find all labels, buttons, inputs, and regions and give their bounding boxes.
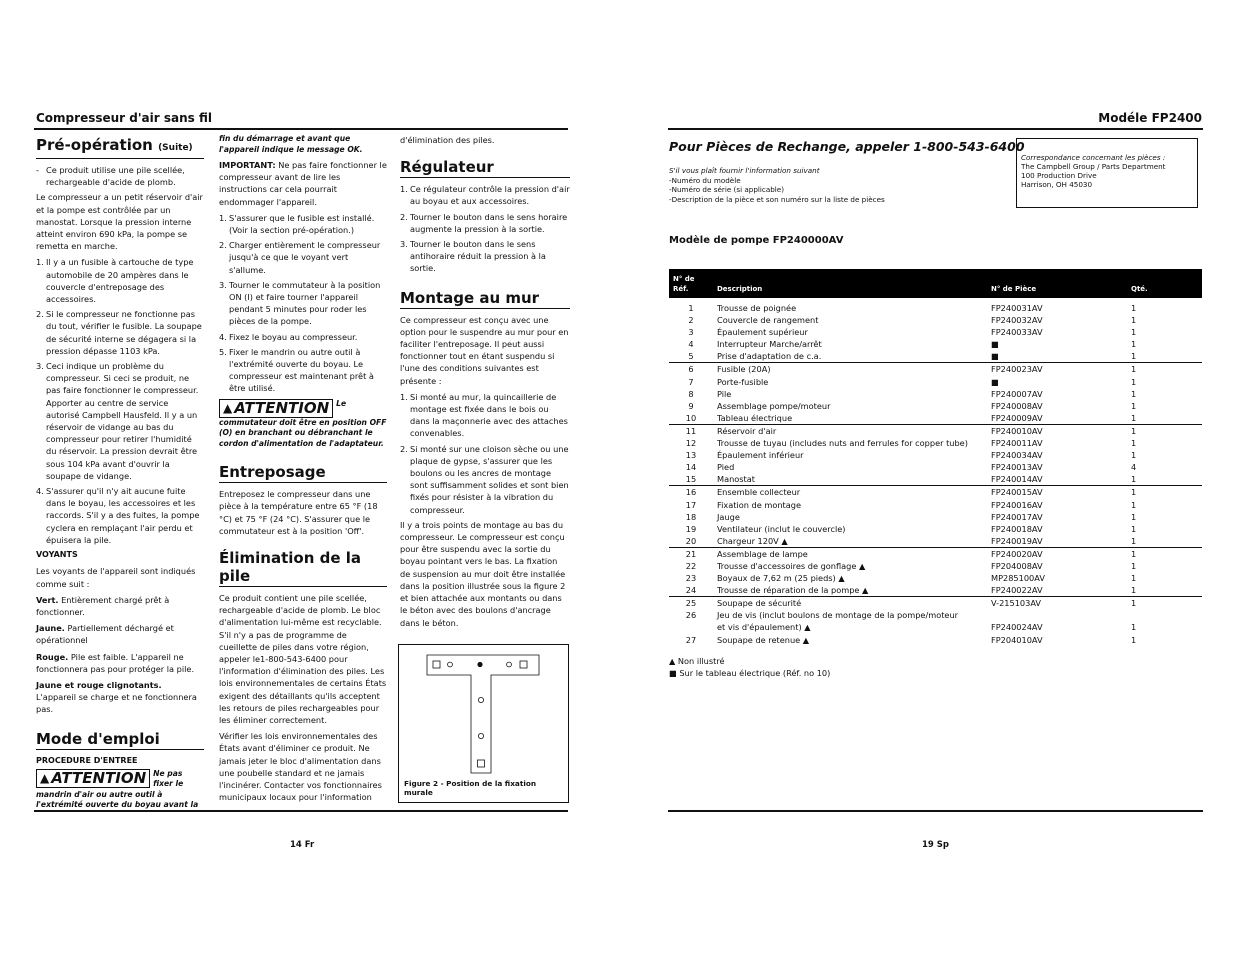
cell-quantity: 1 bbox=[1131, 487, 1137, 498]
table-row bbox=[669, 363, 1202, 376]
table-row bbox=[669, 547, 1202, 560]
table-row bbox=[669, 634, 1202, 646]
cell-description: Pied bbox=[717, 462, 735, 473]
attention-text: Ne pas fixer le mandrin d'air ou autre outil à l'extrémité ouverte du boyau avant la bbox=[36, 768, 199, 810]
voyants-intro: Les voyants de l'appareil sont indiqués comme suit : bbox=[36, 566, 196, 589]
cell-part-number: FP240010AV bbox=[991, 425, 1043, 436]
cell-quantity: 1 bbox=[1131, 339, 1137, 350]
list-item bbox=[36, 485, 204, 546]
table-row bbox=[669, 412, 1202, 425]
cell-part-number: FP240024AV bbox=[991, 622, 1043, 633]
attention-block-1 bbox=[36, 769, 204, 811]
voyant-meaning: Entièrement chargé prêt à fonctionner. bbox=[36, 594, 170, 617]
table-row bbox=[669, 437, 1202, 449]
table-row bbox=[669, 523, 1202, 535]
cell-ref: 17 bbox=[685, 499, 697, 510]
legend-item: ▲ Non illustré bbox=[669, 656, 725, 666]
cell-quantity: 1 bbox=[1127, 535, 1202, 548]
list-item-number: 2. bbox=[400, 443, 408, 454]
list-item bbox=[400, 211, 570, 235]
cell-part-number: FP240013AV bbox=[991, 462, 1043, 473]
left-column-2 bbox=[219, 134, 387, 807]
montage-intro: Ce compresseur est conçu avec une option pour le suspendre au mur pour en faciliter l'entreposage. Il peut aussi fonctionner tout en étant suspendu si l'une des conditions suivantes est présente : bbox=[400, 314, 569, 386]
info-notes-intro: S'il vous plaît fournir l'information suivant bbox=[669, 166, 820, 175]
voyant-entry bbox=[36, 594, 204, 618]
procedure-steps bbox=[219, 212, 387, 395]
cell-description: Ensemble collecteur bbox=[717, 487, 801, 498]
cell-quantity: 1 bbox=[1131, 450, 1137, 461]
cell-part-number: FP240032AV bbox=[991, 315, 1043, 326]
cell-quantity: 1 bbox=[1131, 303, 1137, 313]
cell-part-number: FP240015AV bbox=[991, 487, 1043, 498]
preoperation-heading-suffix: (Suite) bbox=[158, 143, 193, 153]
cell-description: Prise d'adaptation de c.a. bbox=[713, 350, 987, 363]
table-row bbox=[669, 376, 1202, 388]
list-item-number: 3. bbox=[400, 239, 408, 250]
left-header-title: Compresseur d'air sans fil bbox=[36, 111, 212, 125]
figure-caption: Figure 2 - Position de la fixation murale bbox=[404, 779, 537, 797]
header-description: Description bbox=[717, 285, 763, 293]
important-label: IMPORTANT: bbox=[219, 160, 276, 170]
cell-quantity bbox=[1127, 609, 1202, 621]
voyant-color: Jaune et rouge clignotants. bbox=[36, 679, 162, 690]
cell-ref: 12 bbox=[685, 438, 697, 449]
cell-ref: 24 bbox=[669, 584, 713, 597]
list-item-number: 3. bbox=[36, 361, 44, 372]
table-row bbox=[669, 486, 1202, 499]
voyant-entry bbox=[36, 679, 204, 716]
cell-description: Ventilateur (inclut le couvercle) bbox=[717, 523, 846, 534]
table-row bbox=[669, 609, 1202, 621]
list-item bbox=[219, 331, 387, 343]
voyant-entry bbox=[36, 622, 204, 646]
parts-table-header bbox=[669, 269, 1202, 298]
cell-ref: 19 bbox=[685, 523, 697, 534]
cell-description: Trousse de tuyau (includes nuts and ferrules for copper tube) bbox=[717, 438, 968, 449]
left-header-rule bbox=[34, 128, 568, 130]
cell-ref: 10 bbox=[669, 412, 713, 425]
list-item bbox=[36, 256, 204, 305]
list-item-number: 5. bbox=[219, 346, 227, 357]
info-note-line: -Numéro de série (si applicable) bbox=[669, 185, 785, 194]
cell-quantity: 1 bbox=[1131, 634, 1137, 645]
parts-table bbox=[669, 269, 1202, 646]
cell-quantity: 1 bbox=[1131, 388, 1137, 399]
bullet-text: Ce produit utilise une pile scellée, rechargeable d'acide de plomb. bbox=[46, 165, 185, 188]
table-row bbox=[669, 461, 1202, 473]
correspondence-box bbox=[1016, 138, 1198, 208]
legend-item: ■ Sur le tableau électrique (Réf. no 10) bbox=[669, 668, 831, 678]
cell-ref: 5 bbox=[669, 350, 713, 363]
cell-description: Épaulement supérieur bbox=[717, 327, 808, 338]
cell-quantity: 1 bbox=[1131, 438, 1137, 449]
cell-description: Pile bbox=[717, 388, 732, 399]
voyants-list bbox=[36, 594, 204, 716]
list-item bbox=[36, 360, 204, 482]
list-item-text: Charger entièrement le compresseur jusqu'à ce que le voyant vert s'allume. bbox=[229, 240, 381, 275]
cell-ref: 9 bbox=[688, 400, 694, 411]
important-text: Ne pas faire fonctionner le compresseur avant de lire les instructions car cela pourrait endommager l'appareil. bbox=[219, 160, 387, 207]
cell-description: Assemblage de lampe bbox=[717, 548, 808, 559]
cell-description: Trousse de poignée bbox=[717, 303, 797, 313]
cell-part-number: FP240023AV bbox=[991, 364, 1043, 375]
elimination-p2: Vérifier les lois environnementales des États avant d'éliminer ce produit. Ne jamais jeter le bloc d'alimentation dans une poubelle standard et ne jamais l'incinérer. Contacter vos fonctionnaires municipaux locaux pour l'information bbox=[219, 731, 382, 803]
right-header-title: Modéle FP2400 bbox=[1098, 111, 1202, 125]
cell-part-number: FP240011AV bbox=[991, 438, 1043, 449]
cell-ref: 8 bbox=[688, 388, 694, 399]
cell-description: Soupape de sécurité bbox=[717, 598, 802, 609]
list-item-number: 4. bbox=[36, 486, 44, 497]
cell-quantity: 1 bbox=[1131, 364, 1137, 375]
address-line: 100 Production Drive bbox=[1021, 171, 1097, 180]
cell-description: et vis d'épaulement) ▲ bbox=[717, 622, 811, 633]
list-item-text: Ce régulateur contrôle la pression d'air au boyau et aux accessoires. bbox=[410, 184, 570, 207]
voyants-heading: VOYANTS bbox=[36, 550, 78, 560]
cell-description: Couvercle de rangement bbox=[717, 315, 819, 326]
correspondence-label: Correspondance concernant les pièces : bbox=[1021, 153, 1166, 162]
left-page-number: 14 Fr bbox=[290, 840, 315, 850]
cell-description: Interrupteur Marche/arrêt bbox=[717, 339, 822, 350]
list-item bbox=[219, 346, 387, 395]
elimination-p1: Ce produit contient une pile scellée, rechargeable d'acide de plomb. Le bloc d'alimentation lui-même est recyclable. S'il n'y a pas de programme de cueillette de piles dans votre région, appeler le1-800-543-6400 pour l'information d'élimination des piles. Les lois environnementales de certains États exigent des détaillants qu'ils acceptent les retours de piles rechargeables pour les éliminer correctement. bbox=[219, 592, 387, 725]
entreposage-text: Entreposez le compresseur dans une pièce à la température entre 65 °F (18 °C) et 75 °F (24 °C). S'assurer que le commutateur est à la position 'Off'. bbox=[219, 489, 378, 536]
list-item-number: 1. bbox=[400, 391, 408, 402]
cell-quantity: 1 bbox=[1131, 548, 1137, 559]
cell-quantity: 1 bbox=[1127, 412, 1202, 425]
info-notes bbox=[669, 166, 885, 204]
header-part-number: N° de Pièce bbox=[991, 285, 1037, 293]
list-item-text: Si monté sur une cloison sèche ou une plaque de gypse, s'assurer que les boulons ou les ancres de montage sont suffisamment solides et sont bien fixés pour résister à la vibration du compresseur. bbox=[410, 443, 569, 515]
table-row bbox=[669, 560, 1202, 572]
elimination-heading: Élimination de la pile bbox=[219, 549, 387, 587]
voyant-entry bbox=[36, 651, 204, 675]
header-ref-line2: Réf. bbox=[673, 285, 689, 293]
continued-italic: fin du démarrage et avant que l'appareil indique le message OK. bbox=[219, 134, 363, 154]
list-item-text: Fixer le mandrin ou autre outil à l'extrémité ouverte du boyau. Le compresseur est maintenant prêt à être utilisé. bbox=[229, 346, 374, 394]
cell-ref: 20 bbox=[669, 535, 713, 548]
voyant-meaning: Pile est faible. L'appareil ne fonctionnera pas pour protéger la pile. bbox=[36, 651, 195, 674]
table-row bbox=[669, 535, 1202, 548]
montage-outro: Il y a trois points de montage au bas du compresseur. Le compresseur est conçu pour être suspendu avec la sortie du boyau pointant vers le bas. La fixation de suspension au mur doit être installée dans la position illustrée sous la figure 2 et bien attachée aux montants ou dans le béton avec des boulons d'ancrage dans le béton. bbox=[400, 519, 566, 628]
cell-part-number: FP240009AV bbox=[987, 412, 1127, 425]
important-note bbox=[219, 159, 387, 208]
list-item: - Ce produit utilise une pile scellée, rechargeable d'acide de plomb. bbox=[36, 164, 204, 188]
cell-quantity: 1 bbox=[1127, 473, 1202, 486]
right-page bbox=[640, 0, 1235, 954]
warning-triangle-icon: ▲ bbox=[223, 400, 233, 415]
cell-description: Réservoir d'air bbox=[717, 425, 777, 436]
cell-part-number: FP240014AV bbox=[987, 473, 1127, 486]
cell-part-number: FP240022AV bbox=[987, 584, 1127, 597]
list-item-number: 2. bbox=[36, 309, 44, 320]
table-row bbox=[669, 326, 1202, 338]
cell-ref: 26 bbox=[685, 610, 697, 621]
correspondence-address bbox=[1021, 162, 1193, 189]
list-item-number: 1. bbox=[400, 184, 408, 195]
cell-description: Soupape de retenue ▲ bbox=[717, 634, 810, 645]
cell-part-number: FP240033AV bbox=[991, 327, 1043, 338]
voyant-color: Rouge. bbox=[36, 651, 69, 662]
montage-heading: Montage au mur bbox=[400, 289, 570, 309]
paragraph: Le compresseur a un petit réservoir d'air et la pompe est contrôlée par un manostat. Lorsque la pression interne atteint environ 690 kPa, la pompe se remetta en marche. bbox=[36, 192, 203, 252]
cell-ref: 22 bbox=[685, 560, 697, 571]
list-item bbox=[219, 239, 387, 276]
cell-part-number: FP240016AV bbox=[991, 499, 1043, 510]
list-item bbox=[400, 238, 570, 275]
cell-description: Épaulement inférieur bbox=[717, 450, 804, 461]
table-row bbox=[669, 298, 1202, 314]
cell-part-number: FP240031AV bbox=[991, 303, 1043, 313]
list-item-number: 2. bbox=[219, 240, 227, 251]
address-line: The Campbell Group / Parts Department bbox=[1021, 162, 1166, 171]
cell-ref: 6 bbox=[688, 364, 694, 375]
cell-description: Fixation de montage bbox=[717, 499, 802, 510]
replacement-parts-title: Pour Pièces de Rechange, appeler 1-800-543-6400 bbox=[669, 139, 1025, 154]
cell-ref bbox=[669, 621, 713, 633]
list-item-text: Ceci indique un problème du compresseur. Si ceci se produit, ne pas faire fonctionner le compresseur. Apporter au centre de service autorisé Campbell Hausfeld. Il y a un réservoir de vidange au bas du compresseur pour retirer l'humidité du réservoir. La pression devrait être sous 104 kPa avant d'ouvrir la soupape de vidange. bbox=[46, 361, 199, 481]
cell-description: Fusible (20A) bbox=[717, 364, 771, 375]
cell-ref: 7 bbox=[688, 376, 694, 387]
left-column-3 bbox=[400, 134, 570, 633]
cell-part-number: FP204010AV bbox=[991, 634, 1043, 645]
cell-ref: 3 bbox=[688, 327, 694, 338]
cell-quantity: 1 bbox=[1131, 573, 1137, 584]
voyant-meaning: Partiellement déchargé et opérationnel bbox=[36, 623, 174, 646]
warning-triangle-icon: ▲ bbox=[40, 770, 50, 785]
cell-description: Chargeur 120V ▲ bbox=[713, 535, 987, 548]
cell-part-number: FP240017AV bbox=[991, 511, 1043, 522]
list-item-text: Si le compresseur ne fonctionne pas du tout, vérifier le fusible. La soupape de sécurité interne se dégagera si la pression dépasse 1103 kPa. bbox=[46, 309, 202, 356]
cell-quantity: 1 bbox=[1131, 523, 1137, 534]
list-item-text: Fixez le boyau au compresseur. bbox=[229, 331, 358, 342]
cell-quantity: 4 bbox=[1131, 462, 1137, 473]
cell-part-number: FP240007AV bbox=[991, 388, 1043, 399]
list-item bbox=[36, 308, 204, 357]
table-row bbox=[669, 338, 1202, 350]
cell-quantity: 1 bbox=[1131, 400, 1137, 411]
table-row bbox=[669, 584, 1202, 597]
cell-description: Jeu de vis (inclut boulons de montage de la pompe/moteur bbox=[717, 610, 959, 621]
preoperation-heading-text: Pré-opération bbox=[36, 136, 153, 154]
list-item-text: Si monté au mur, la quincaillerie de montage est fixée dans le bois ou dans la maçonnerie avec des attaches convenables. bbox=[410, 391, 568, 439]
cell-part-number: V-215103AV bbox=[991, 598, 1042, 609]
cell-ref: 1 bbox=[688, 303, 694, 313]
left-footer-rule bbox=[34, 810, 568, 812]
cell-part-number: ■ bbox=[991, 376, 999, 387]
mode-emploi-heading: Mode d'emploi bbox=[36, 730, 204, 750]
cell-quantity: 1 bbox=[1131, 598, 1137, 609]
list-item bbox=[400, 183, 570, 207]
table-row bbox=[669, 400, 1202, 412]
cell-description: Assemblage pompe/moteur bbox=[717, 400, 831, 411]
list-item-text: Il y a un fusible à cartouche de type automobile de 20 ampères dans le couvercle d'entreposage des accessoires. bbox=[46, 257, 194, 305]
table-row bbox=[669, 572, 1202, 584]
voyant-meaning: L'appareil se charge et ne fonctionnera pas. bbox=[36, 692, 197, 715]
cell-ref: 4 bbox=[688, 339, 694, 350]
cell-quantity: 1 bbox=[1127, 350, 1202, 363]
montage-list bbox=[400, 391, 570, 516]
regulateur-heading: Régulateur bbox=[400, 158, 570, 178]
table-row bbox=[669, 511, 1202, 523]
attention-label: ATTENTION bbox=[51, 768, 147, 787]
cell-ref: 27 bbox=[685, 634, 697, 645]
preoperation-heading bbox=[36, 136, 204, 159]
table-row bbox=[669, 473, 1202, 486]
cell-quantity: 1 bbox=[1131, 511, 1137, 522]
cell-description: Boyaux de 7,62 m (25 pieds) ▲ bbox=[717, 573, 845, 584]
list-item-text: Tourner le bouton dans le sens horaire augmente la pression à la sortie. bbox=[410, 211, 568, 234]
parts-table-body bbox=[669, 298, 1202, 646]
cell-description: Trousse d'accessoires de gonflage ▲ bbox=[717, 560, 866, 571]
cell-ref: 2 bbox=[688, 315, 694, 326]
attention-label: ATTENTION bbox=[234, 398, 330, 417]
cell-ref: 13 bbox=[685, 450, 697, 461]
procedure-heading: PROCEDURE D'ENTREE bbox=[36, 755, 138, 765]
cell-part-number bbox=[987, 609, 1127, 621]
list-item-number: 1. bbox=[219, 212, 227, 223]
pump-model-title: Modèle de pompe FP240000AV bbox=[669, 235, 844, 246]
voyant-color: Vert. bbox=[36, 594, 59, 605]
table-row bbox=[669, 350, 1202, 363]
cell-part-number: FP204008AV bbox=[991, 560, 1043, 571]
list-item-text: Tourner le bouton dans le sens antihoraire réduit la pression à la sortie. bbox=[410, 239, 546, 274]
right-header-rule bbox=[668, 128, 1203, 130]
list-item bbox=[400, 443, 570, 516]
cell-ref: 18 bbox=[685, 511, 697, 522]
cell-ref: 21 bbox=[685, 548, 697, 559]
list-item-number: 3. bbox=[219, 279, 227, 290]
cell-quantity: 1 bbox=[1131, 425, 1137, 436]
list-item-number: 2. bbox=[400, 211, 408, 222]
table-row bbox=[669, 499, 1202, 511]
cell-ref: 15 bbox=[669, 473, 713, 486]
list-item-number: 1. bbox=[36, 257, 44, 268]
left-column-1 bbox=[36, 134, 204, 811]
header-quantity: Qté. bbox=[1131, 285, 1148, 293]
table-row bbox=[669, 449, 1202, 461]
attention-badge bbox=[36, 769, 150, 788]
cell-description: Manostat bbox=[713, 473, 987, 486]
cell-part-number: MP285100AV bbox=[991, 573, 1045, 584]
cell-part-number: ■ bbox=[991, 339, 999, 350]
cell-ref: 25 bbox=[685, 598, 697, 609]
cell-ref: 23 bbox=[685, 573, 697, 584]
list-item bbox=[219, 212, 387, 236]
right-footer-rule bbox=[668, 810, 1203, 812]
table-row bbox=[669, 388, 1202, 400]
cell-part-number: ■ bbox=[987, 350, 1127, 363]
cell-quantity: 1 bbox=[1131, 622, 1137, 633]
header-ref bbox=[669, 269, 713, 298]
list-item-number: 4. bbox=[219, 331, 227, 342]
list-item-text: S'assurer qu'il n'y ait aucune fuite dans le boyau, les accessoires et les raccords. S'il y a des fuites, la pompe cyclera en remplaçant l'air perdu et épuisera la pile. bbox=[46, 486, 200, 545]
cell-quantity: 1 bbox=[1131, 499, 1137, 510]
table-row bbox=[669, 597, 1202, 610]
voyant-color: Jaune. bbox=[36, 623, 65, 634]
cell-part-number: FP240019AV bbox=[987, 535, 1127, 548]
cell-quantity: 1 bbox=[1131, 376, 1137, 387]
cell-quantity: 1 bbox=[1131, 315, 1137, 326]
list-item-text: Tourner le commutateur à la position ON (I) et faire tourner l'appareil pendant 5 minutes pour roder les pièces de la pompe. bbox=[229, 279, 381, 327]
continued-text: d'élimination des piles. bbox=[400, 135, 495, 145]
cell-part-number: FP240018AV bbox=[991, 523, 1043, 534]
regulateur-list bbox=[400, 183, 570, 274]
table-legend bbox=[669, 655, 830, 679]
list-item bbox=[400, 391, 570, 440]
cell-part-number: FP240008AV bbox=[991, 400, 1043, 411]
cell-description: Jauge bbox=[717, 511, 740, 522]
info-note-line: -Numéro du modèle bbox=[669, 175, 741, 185]
cell-description: Trousse de réparation de la pompe ▲ bbox=[713, 584, 987, 597]
figure-2 bbox=[398, 644, 569, 803]
right-page-number: 19 Sp bbox=[922, 840, 949, 850]
table-row bbox=[669, 314, 1202, 326]
attention-block-2 bbox=[219, 399, 387, 450]
list-item-text: S'assurer que le fusible est installé. (Voir la section pré-opération.) bbox=[229, 212, 375, 236]
cell-quantity: 1 bbox=[1127, 584, 1202, 597]
cell-quantity: 1 bbox=[1131, 560, 1137, 571]
table-row bbox=[669, 621, 1202, 633]
list-item bbox=[219, 279, 387, 328]
cell-part-number: FP240020AV bbox=[991, 548, 1043, 559]
left-page bbox=[0, 0, 600, 954]
info-notes-list bbox=[669, 176, 885, 205]
table-row bbox=[669, 424, 1202, 437]
attention-text: Le commutateur doit être en position OFF (O) en branchant ou débranchant le cordon d'alimentation de l'adaptateur. bbox=[219, 398, 387, 448]
cell-ref: 11 bbox=[685, 425, 697, 436]
preoperation-list bbox=[36, 256, 204, 546]
cell-description: Tableau électrique bbox=[713, 412, 987, 425]
header-ref-line1: N° de bbox=[673, 275, 695, 283]
entreposage-heading: Entreposage bbox=[219, 463, 387, 483]
cell-ref: 16 bbox=[685, 487, 697, 498]
cell-ref: 14 bbox=[685, 462, 697, 473]
address-line: Harrison, OH 45030 bbox=[1021, 180, 1093, 189]
wall-mount-bracket-diagram bbox=[399, 645, 570, 785]
cell-quantity: 1 bbox=[1131, 327, 1137, 338]
cell-part-number: FP240034AV bbox=[991, 450, 1043, 461]
info-note-line: -Description de la pièce et son numéro sur la liste de pièces bbox=[669, 194, 885, 204]
cell-description: Porte-fusible bbox=[717, 376, 769, 387]
attention-badge bbox=[219, 399, 333, 418]
